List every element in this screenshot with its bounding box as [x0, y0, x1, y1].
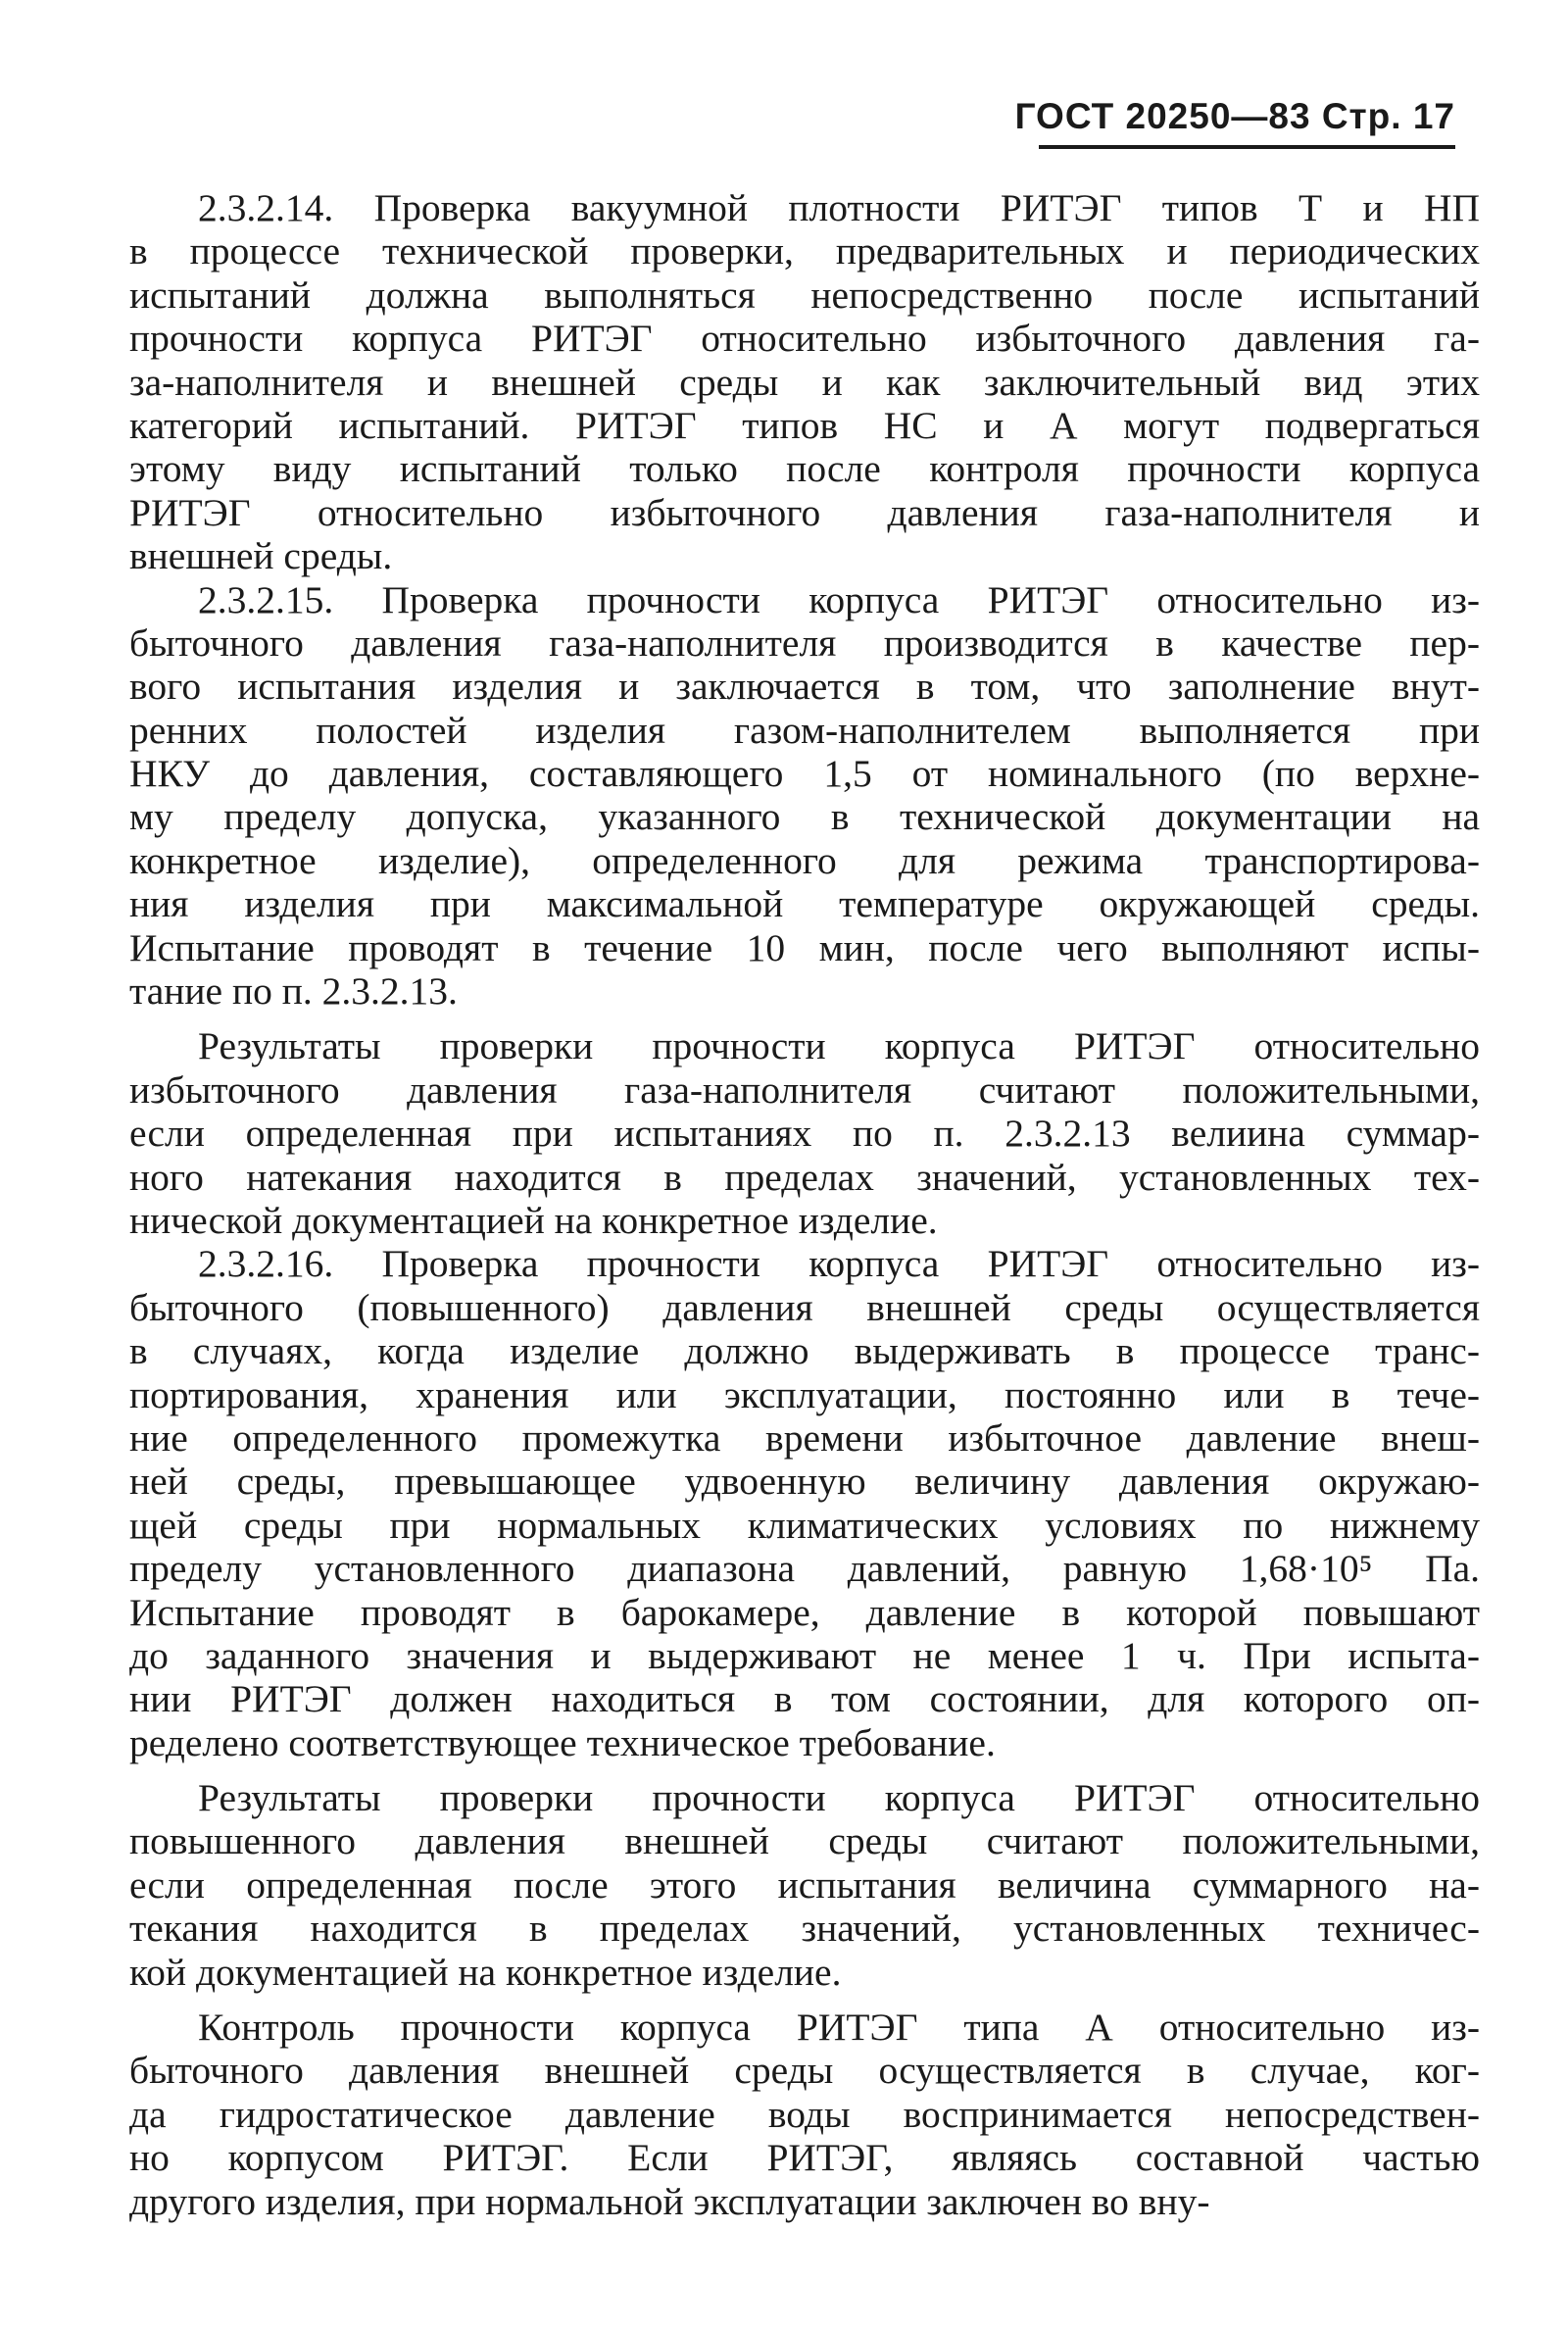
- text-line: ределено соответствующее техническое требование.: [129, 1720, 996, 1764]
- text-line: нической документацией на конкретное изделие.: [129, 1198, 938, 1242]
- document-body: [129, 186, 1480, 2223]
- text-line: в случаях, когда изделие должно выдерживать в процессе транс-: [129, 1329, 1480, 1373]
- text-line: испытаний должна выполняться непосредственно после испытаний: [129, 273, 1480, 317]
- text-line: Результаты проверки прочности корпуса РИТЭГ относительно: [198, 1024, 1480, 1068]
- text-line: категорий испытаний. РИТЭГ типов НС и А могут подвергаться: [129, 403, 1480, 447]
- text-line: если определенная после этого испытания величина суммарного на-: [129, 1862, 1480, 1907]
- text-line: но корпусом РИТЭГ. Если РИТЭГ, являясь составной частью: [129, 2136, 1480, 2180]
- paragraph: [129, 1242, 1480, 1764]
- paragraph: [129, 578, 1480, 1014]
- text-line: быточного (повышенного) давления внешней среды осуществляется: [129, 1285, 1480, 1329]
- text-line: конкретное изделие), определенного для режима транспортирова-: [129, 838, 1480, 882]
- text-line: в процессе технической проверки, предварительных и периодических: [129, 229, 1480, 273]
- text-line: прочности корпуса РИТЭГ относительно избыточного давления га-: [129, 317, 1480, 361]
- paragraph: [129, 2006, 1480, 2223]
- text-line: ней среды, превышающее удвоенную величину давления окружаю-: [129, 1460, 1480, 1504]
- text-line: Результаты проверки прочности корпуса РИТЭГ относительно: [198, 1776, 1480, 1820]
- page-header-text: ГОСТ 20250—83 Стр. 17: [1014, 96, 1455, 136]
- text-line: ного натекания находится в пределах значений, установленных тех-: [129, 1155, 1480, 1199]
- text-line: тание по п. 2.3.2.13.: [129, 969, 458, 1014]
- text-line: ния изделия при максимальной температуре окружающей среды.: [129, 882, 1480, 926]
- text-line: избыточного давления газа-наполнителя считают положительными,: [129, 1067, 1480, 1112]
- text-line: ренних полостей изделия газом-наполнителем выполняется при: [129, 708, 1480, 752]
- text-line: портирования, хранения или эксплуатации, постоянно или в тече-: [129, 1372, 1480, 1416]
- text-line: 2.3.2.16. Проверка прочности корпуса РИТЭГ относительно из-: [198, 1242, 1480, 1286]
- header-rule: [1039, 145, 1455, 149]
- text-line: щей среды при нормальных климатических условиях по нижнему: [129, 1503, 1480, 1547]
- text-line: НКУ до давления, составляющего 1,5 от номинального (по верхне-: [129, 752, 1480, 796]
- page-header: [1015, 96, 1455, 149]
- paragraph: [129, 1024, 1480, 1242]
- text-line: ние определенного промежутка времени избыточное давление внеш-: [129, 1415, 1480, 1460]
- text-line: РИТЭГ относительно избыточного давления газа-наполнителя и: [129, 490, 1480, 534]
- text-line: если определенная при испытаниях по п. 2.3.2.13 велиина суммар-: [129, 1112, 1480, 1156]
- text-line: до заданного значения и выдерживают не менее 1 ч. При испыта-: [129, 1633, 1480, 1677]
- text-line: 2.3.2.15. Проверка прочности корпуса РИТЭГ относительно из-: [198, 577, 1480, 621]
- paragraph: [129, 1776, 1480, 1994]
- text-line: 2.3.2.14. Проверка вакуумной плотности РИТЭГ типов Т и НП: [198, 186, 1480, 229]
- text-line: му пределу допуска, указанного в технической документации на: [129, 795, 1480, 839]
- text-line: пределу установленного диапазона давлений, равную 1,68·10⁵ Па.: [129, 1547, 1480, 1591]
- text-line: этому виду испытаний только после контроля прочности корпуса: [129, 447, 1480, 491]
- text-line: текания находится в пределах значений, установленных техничес-: [129, 1907, 1480, 1951]
- text-line: вого испытания изделия и заключается в том, что заполнение внут-: [129, 665, 1480, 709]
- text-line: другого изделия, при нормальной эксплуатации заключен во вну-: [129, 2179, 1210, 2223]
- text-line: Испытание проводят в барокамере, давление в которой повышают: [129, 1590, 1480, 1634]
- paragraph: [129, 186, 1480, 578]
- text-line: Контроль прочности корпуса РИТЭГ типа А относительно из-: [198, 2006, 1480, 2050]
- text-line: внешней среды.: [129, 534, 393, 578]
- text-line: кой документацией на конкретное изделие.: [129, 1950, 842, 1994]
- text-line: быточного давления газа-наполнителя производится в качестве пер-: [129, 620, 1480, 665]
- text-line: Испытание проводят в течение 10 мин, после чего выполняют испы-: [129, 925, 1480, 969]
- text-line: быточного давления внешней среды осуществляется в случае, ког-: [129, 2049, 1480, 2093]
- text-line: да гидростатическое давление воды воспринимается непосредствен-: [129, 2092, 1480, 2136]
- text-line: повышенного давления внешней среды считают положительными,: [129, 1819, 1480, 1863]
- text-line: нии РИТЭГ должен находиться в том состоянии, для которого оп-: [129, 1677, 1480, 1721]
- text-line: за-наполнителя и внешней среды и как заключительный вид этих: [129, 360, 1480, 404]
